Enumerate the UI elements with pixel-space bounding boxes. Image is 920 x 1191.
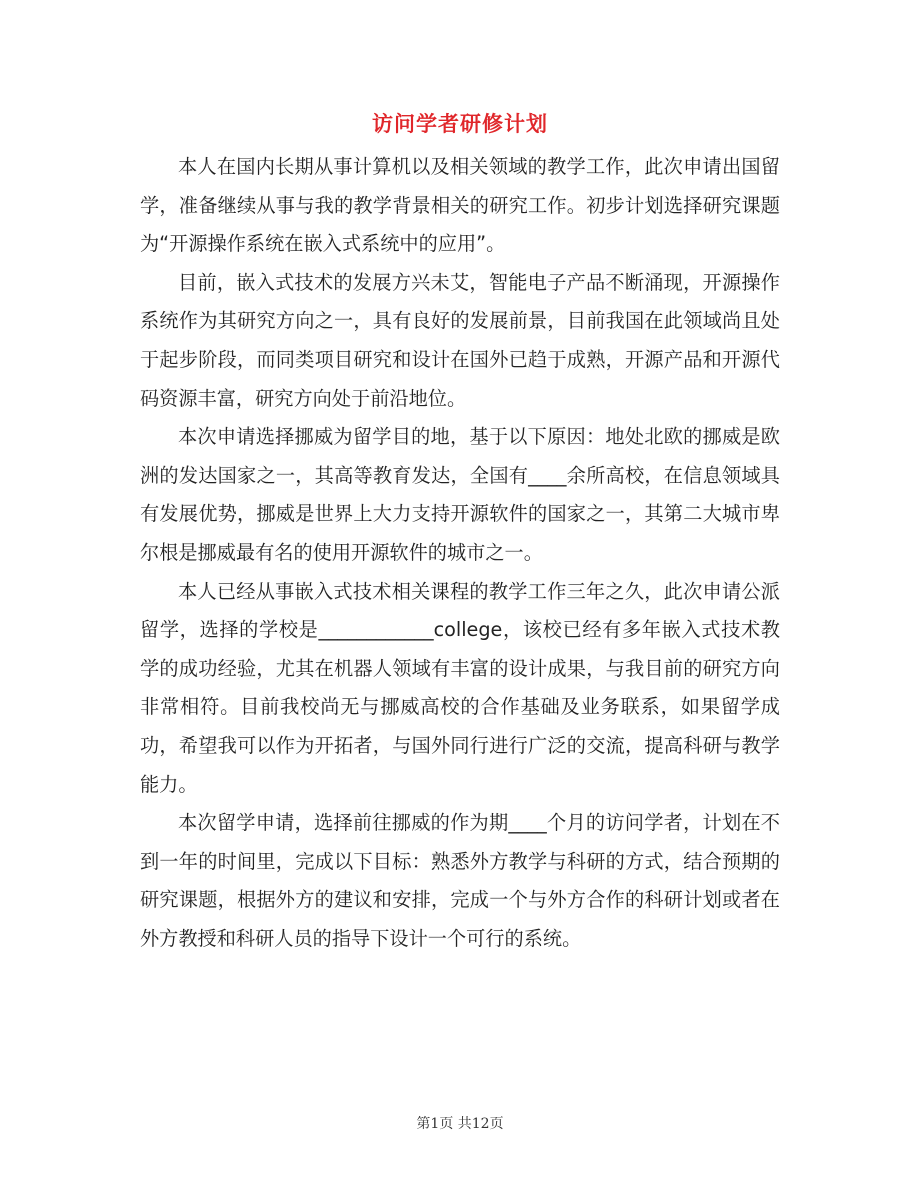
paragraph-3: 本次申请选择挪威为留学目的地，基于以下原因：地处北欧的挪威是欧洲的发达国家之一，其高等教育发达，全国有____余所高校，在信息领域具有发展优势，挪威是世界上大力支持开源软件的国家之一，其第二大城市卑尔根是挪威最有名的使用开源软件的城市之一。 bbox=[140, 425, 780, 564]
paragraph-5: 本次留学申请，选择前往挪威的作为期____个月的访问学者，计划在不到一年的时间里，完成以下目标：熟悉外方教学与科研的方式，结合预期的研究课题，根据外方的建议和安排，完成一个与外方合作的科研计划或者在外方教授和科研人员的指导下设计一个可行的系统。 bbox=[140, 811, 780, 950]
paragraph-4: 本人已经从事嵌入式技术相关课程的教学工作三年之久，此次申请公派留学，选择的学校是____________college，该校已经有多年嵌入式技术教学的成功经验，尤其在机器人领域有丰富的设计成果，与我目前的研究方向非常相符。目前我校尚无与挪威高校的合作基础及业务联系，如果留学成功，希望我可以作为开拓者，与国外同行进行广泛的交流，提高科研与教学能力。 bbox=[140, 579, 780, 796]
document-body bbox=[140, 148, 780, 958]
paragraph-1: 本人在国内长期从事计算机以及相关领域的教学工作，此次申请出国留学，准备继续从事与我的教学背景相关的研究工作。初步计划选择研究课题为“开源操作系统在嵌入式系统中的应用”。 bbox=[140, 155, 780, 256]
page-footer: 第1页 共12页 bbox=[416, 1116, 504, 1132]
paragraph-2: 目前，嵌入式技术的发展方兴未艾，智能电子产品不断涌现，开源操作系统作为其研究方向之一，具有良好的发展前景，目前我国在此领域尚且处于起步阶段，而同类项目研究和设计在国外已趋于成熟，开源产品和开源代码资源丰富，研究方向处于前沿地位。 bbox=[140, 270, 780, 410]
document-title: 访问学者研修计划 bbox=[372, 111, 548, 136]
